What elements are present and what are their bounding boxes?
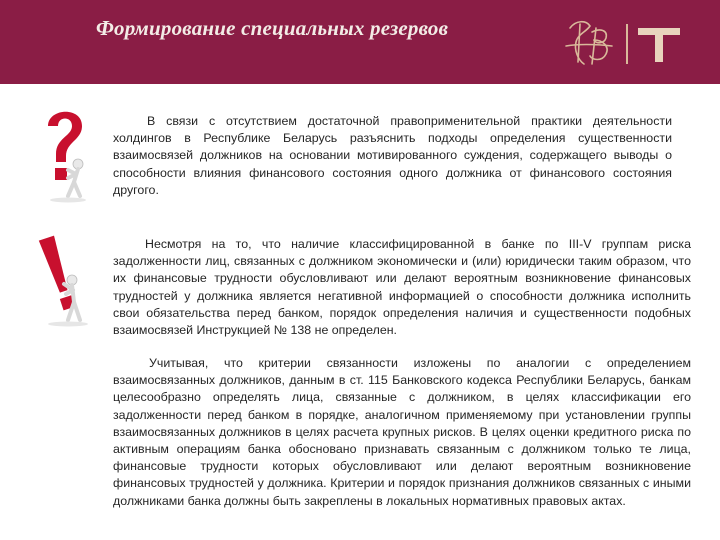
question-mark-figure-icon [38,100,90,204]
paragraph-holdings-practice: В связи с отсутствием достаточной правоприменительной практики деятельности холдингов в Республике Беларусь разъяснить подходы определения существенности взаимосвязей должников на основании мотивированного суждения, содержащего выводы о способности влияния финансового состояния одного должника от финансового состояния другого. [113,114,672,197]
nbrb-monogram-logo-icon [556,10,706,74]
header-bar [0,0,720,84]
exclamation-mark-figure-icon [34,230,94,330]
paragraph-classified-debt: Несмотря на то, что наличие классифицированной в банке по III-V группам риска задолженности лиц, связанных с должником экономически и (или) юридически таким образом, что их финансовые трудности обусловливают или делают вероятным возникновение финансовых трудностей у должника является негативной информацией о способности должника исполнить свои обязательства перед банком, порядок определения наличия и существенности подобных взаимосвязей Инструкцией № 138 не определен. [113,237,691,338]
paragraph-related-criteria: Учитывая, что критерии связанности изложены по аналогии с определением взаимосвязанных должников, данным в ст. 115 Банковского кодекса Республики Беларусь, банкам целесообразно определять лица, связанные с должником, в целях классификации его задолженности перед банком в порядке, аналогичном применяемому при установлении группы взаимосвязанных должников в целях расчета крупных рисков. В целях оценки кредитного риска по активным операциям банка обосновано признавать связанным с должником только те лица, финансовые трудности которых обусловливают или делают вероятным возникновение финансовых трудностей у должника. Критерии и порядок признания должников связанных с иными должниками банка должны быть закреплены в локальных нормативных правовых актах. [113,356,691,508]
slide-title: Формирование специальных резервов [96,16,449,40]
